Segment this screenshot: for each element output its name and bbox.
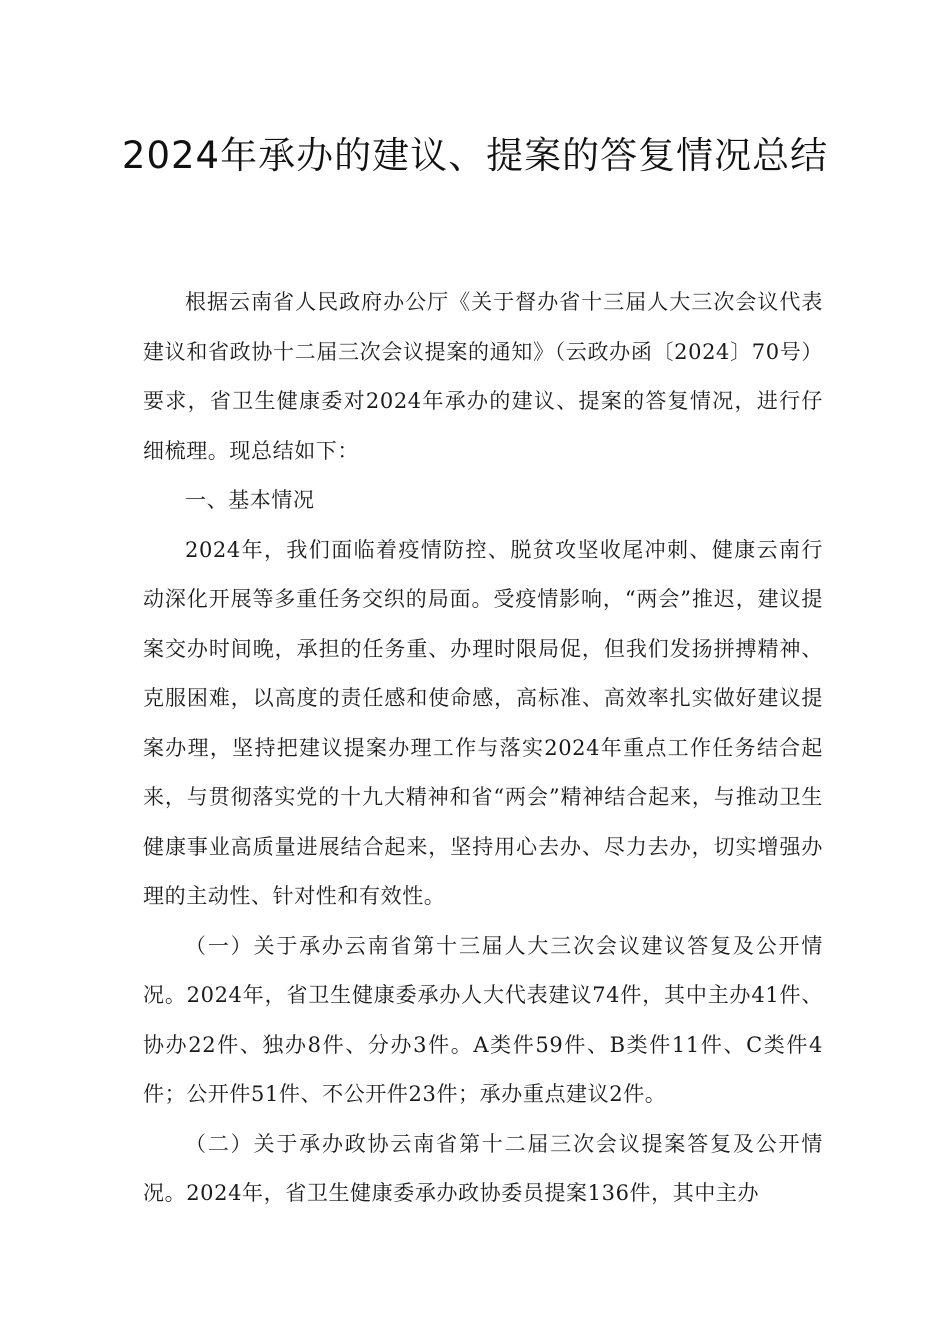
document-title: 2024年承办的建议、提案的答复情况总结: [121, 134, 829, 177]
overview-paragraph: 2024年，我们面临着疫情防控、脱贫攻坚收尾冲刺、健康云南行动深化开展等多重任务交织的局面。受疫情影响，“两会”推迟，建议提案交办时间晚，承担的任务重、办理时限局促，但我们发扬拼搏精神、克服困难，以高度的责任感和使命感，高标准、高效率扎实做好建议提案办理，坚持把建议提案办理工作与落实2024年重点工作任务结合起来，与贯彻落实党的十九大精神和省“两会”精神结合起来，与推动卫生健康事业高质量进展结合起来，坚持用心去办、尽力去办，切实增强办理的主动性、针对性和有效性。: [143, 537, 823, 908]
section-heading-basic: 一、基本情况: [185, 488, 315, 512]
document-body: [143, 278, 823, 1219]
cppcc-proposals-paragraph: （二）关于承办政协云南省第十二届三次会议提案答复及公开情况。2024年，省卫生健康委承办政协委员提案136件，其中主办: [143, 1131, 823, 1205]
intro-paragraph: 根据云南省人民政府办公厅《关于督办省十三届人大三次会议代表建议和省政协十二届三次会议提案的通知》（云政办函〔2024〕70号）要求，省卫生健康委对2024年承办的建议、提案的答复情况，进行仔细梳理。现总结如下：: [143, 290, 823, 463]
npc-suggestions-paragraph: （一）关于承办云南省第十三届人大三次会议建议答复及公开情况。2024年，省卫生健康委承办人大代表建议74件，其中主办41件、协办22件、独办8件、分办3件。A类件59件、B类件11件、C类件4件；公开件51件、不公开件23件；承办重点建议2件。: [143, 933, 823, 1106]
